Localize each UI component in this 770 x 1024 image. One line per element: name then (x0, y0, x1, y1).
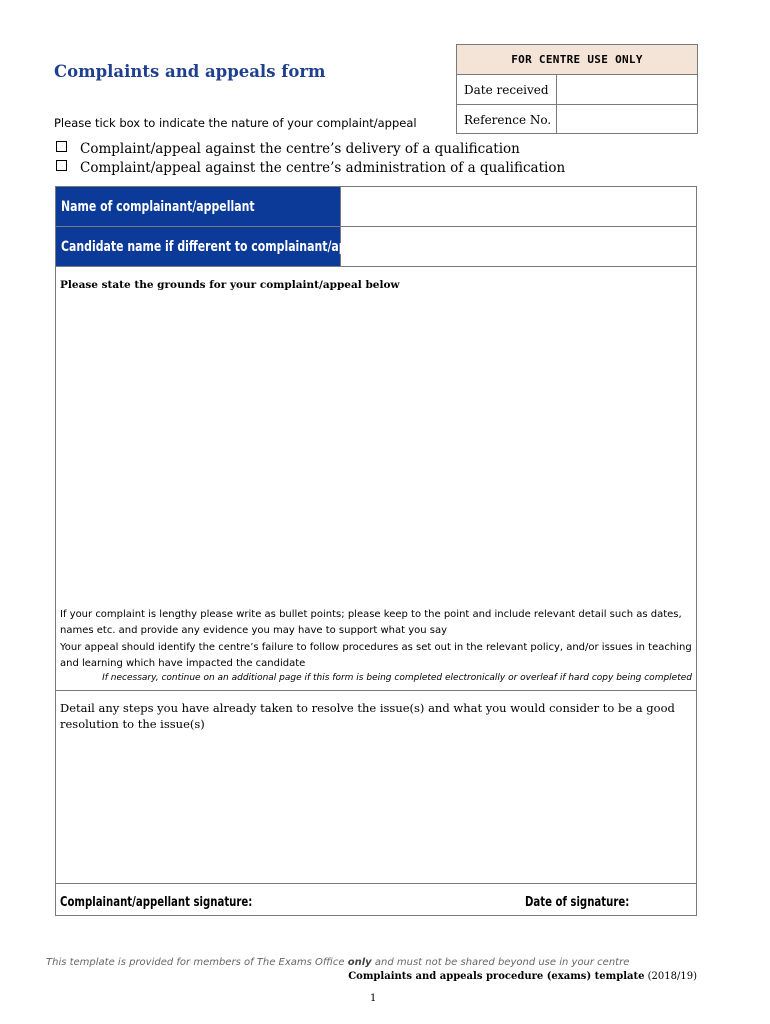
footer-title-bold: Complaints and appeals procedure (exams) template (348, 971, 645, 982)
grounds-note-lengthy: If your complaint is lengthy please write as bullet points; please keep to the point and include relevant detail such as dates, names etc. and provide any evidence you may have to support what you say (60, 609, 682, 636)
date-received-divider (556, 75, 557, 104)
complaint-form-table (55, 186, 697, 916)
candidate-name-label: Candidate name if different to complainant/appellant (61, 239, 390, 255)
footer-note (46, 957, 629, 968)
complainant-name-label-cell (56, 187, 341, 226)
page-number: 1 (370, 993, 377, 1004)
reference-divider (556, 105, 557, 134)
form-title: Complaints and appeals form (54, 62, 326, 81)
candidate-name-input[interactable] (341, 227, 696, 266)
footer-note-suffix: and must not be shared beyond use in your centre (371, 957, 630, 968)
grounds-note-appeal: Your appeal should identify the centre’s failure to follow procedures as set out in the relevant policy, and/or issues in teaching and learning which have impacted the candidate (60, 642, 692, 669)
footer-title (348, 971, 697, 982)
date-received-label: Date received (464, 83, 549, 97)
complainant-name-label: Name of complainant/appellant (61, 199, 255, 215)
grounds-label: Please state the grounds for your complaint/appeal below (60, 279, 400, 291)
candidate-name-row (56, 227, 696, 267)
option-administration[interactable] (56, 160, 565, 176)
tick-instruction: Please tick box to indicate the nature of your complaint/appeal (54, 116, 417, 130)
date-received-row (457, 75, 697, 105)
signature-label: Complainant/appellant signature: (60, 895, 253, 910)
steps-label: Detail any steps you have already taken to resolve the issue(s) and what you would consider to be a good resolution to the issue(s) (60, 701, 675, 731)
candidate-name-label-cell (56, 227, 390, 266)
checkbox-delivery[interactable] (56, 141, 67, 152)
option-delivery-label: Complaint/appeal against the centre’s delivery of a qualification (80, 141, 520, 157)
signature-section-divider (56, 883, 696, 884)
continue-note: If necessary, continue on an additional page if this form is being completed electronically or overleaf if hard copy being completed (102, 673, 692, 683)
footer-note-prefix: This template is provided for members of The Exams Office (46, 957, 348, 968)
option-delivery[interactable] (56, 141, 520, 157)
grounds-input-area[interactable] (56, 295, 696, 605)
centre-use-header-text: FOR CENTRE USE ONLY (511, 53, 643, 66)
reference-row (457, 105, 697, 134)
complainant-name-input[interactable] (341, 187, 696, 226)
footer-note-emphasis: only (347, 957, 372, 968)
complainant-name-row (56, 187, 696, 227)
reference-label: Reference No. (464, 113, 552, 127)
signature-date-label: Date of signature: (525, 895, 630, 910)
steps-input-area[interactable] (56, 735, 696, 880)
centre-use-box (456, 44, 698, 134)
checkbox-administration[interactable] (56, 160, 67, 171)
centre-use-header (457, 45, 697, 75)
option-administration-label: Complaint/appeal against the centre’s administration of a qualification (80, 160, 566, 176)
footer-title-suffix: (2018/19) (644, 971, 697, 982)
grounds-section-divider (56, 690, 696, 691)
